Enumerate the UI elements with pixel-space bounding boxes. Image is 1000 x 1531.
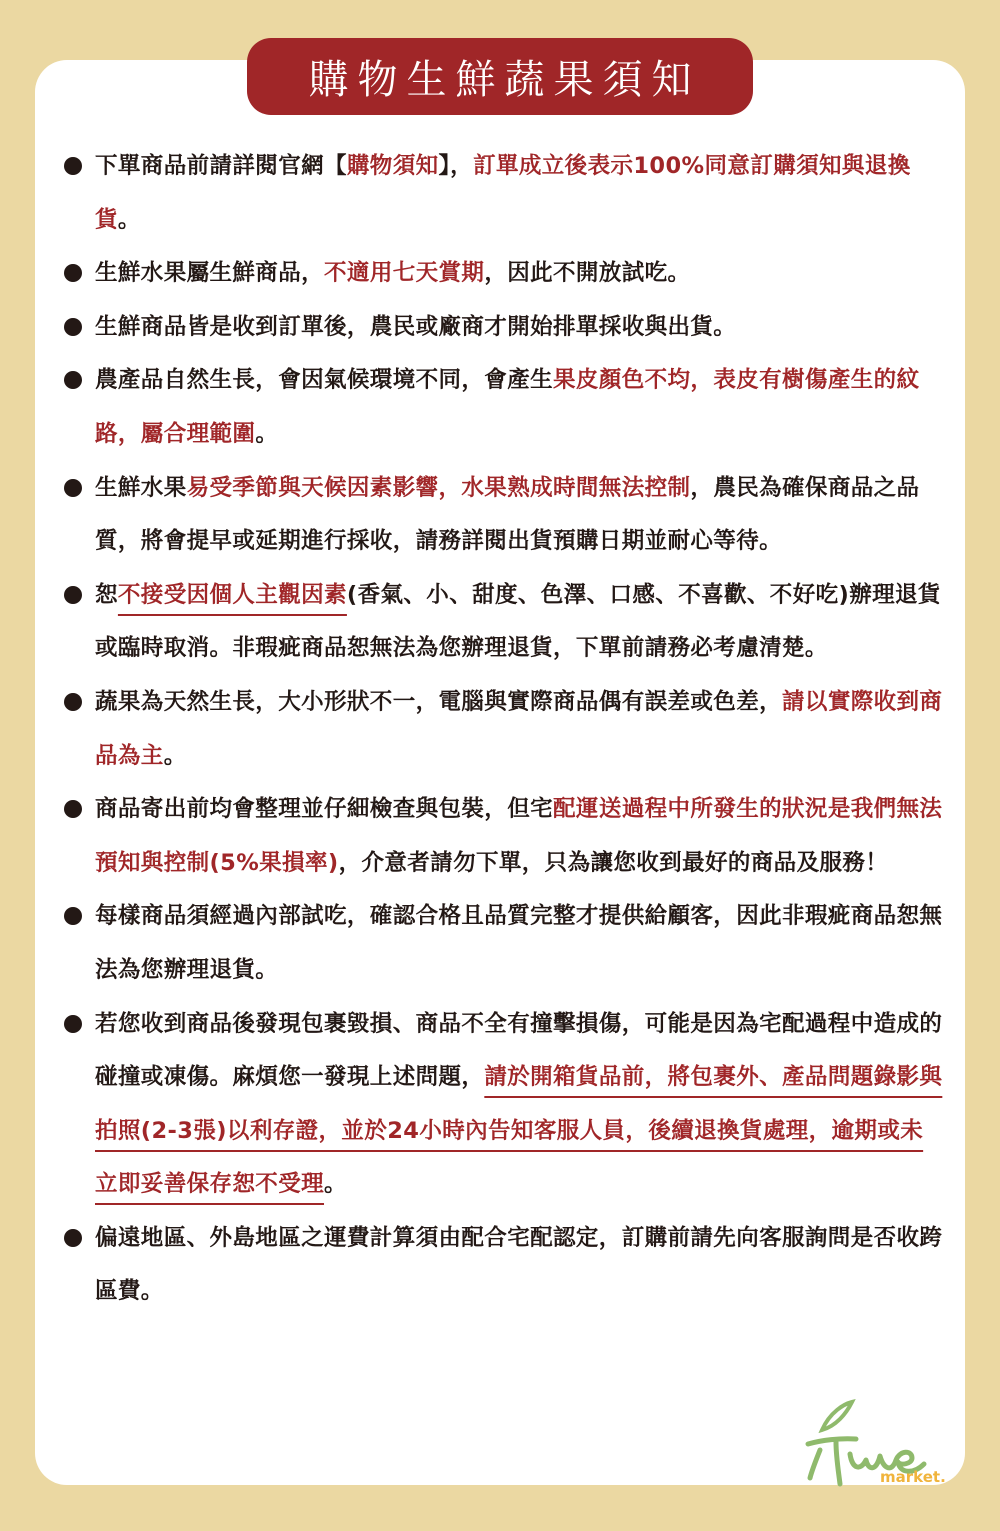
bullet-icon	[64, 318, 82, 336]
page-title: 購物生鮮蔬果須知	[247, 38, 753, 115]
list-item: 下單商品前請詳閱官網【購物須知】，訂單成立後表示100%同意訂購須知與退換貨。	[64, 140, 944, 247]
bullet-icon	[64, 800, 82, 818]
list-item: 偏遠地區、外島地區之運費計算須由配合宅配認定，訂購前請先向客服詢問是否收跨區費。	[64, 1212, 944, 1319]
bullet-icon	[64, 1015, 82, 1033]
list-item: 商品寄出前均會整理並仔細檢查與包裝，但宅配運送過程中所發生的狀況是我們無法預知與控制(5%果損率)，介意者請勿下單，只為讓您收到最好的商品及服務！	[64, 783, 944, 890]
list-item: 每樣商品須經過內部試吃，確認合格且品質完整才提供給顧客，因此非瑕疵商品恕無法為您辦理退貨。	[64, 890, 944, 997]
list-item: 生鮮水果易受季節與天候因素影響，水果熟成時間無法控制，農民為確保商品之品質，將會提早或延期進行採收，請務詳閱出貨預購日期並耐心等待。	[64, 462, 944, 569]
notice-list	[64, 140, 944, 1319]
bullet-icon	[64, 1229, 82, 1247]
list-item: 農產品自然生長，會因氣候環境不同，會產生果皮顏色不均，表皮有樹傷產生的紋路，屬合理範圍。	[64, 354, 944, 461]
list-item: 生鮮商品皆是收到訂單後，農民或廠商才開始排單採收與出貨。	[64, 301, 944, 355]
bullet-icon	[64, 264, 82, 282]
bullet-icon	[64, 907, 82, 925]
svg-text:market.: market.	[880, 1468, 946, 1486]
bullet-icon	[64, 371, 82, 389]
brand-logo	[800, 1398, 960, 1488]
list-item: 恕不接受因個人主觀因素(香氣、小、甜度、色澤、口感、不喜歡、不好吃)辦理退貨或臨時取消。非瑕疵商品恕無法為您辦理退貨，下單前請務必考慮清楚。	[64, 569, 944, 676]
list-item: 蔬果為天然生長，大小形狀不一，電腦與實際商品偶有誤差或色差，請以實際收到商品為主。	[64, 676, 944, 783]
bullet-icon	[64, 479, 82, 497]
bullet-icon	[64, 693, 82, 711]
list-item: 若您收到商品後發現包裹毀損、商品不全有撞擊損傷，可能是因為宅配過程中造成的碰撞或凍傷。麻煩您一發現上述問題，請於開箱貨品前，將包裹外、產品問題錄影與拍照(2-3張)以利存證，並於24小時內告知客服人員，後續退換貨處理，逾期或未立即妥善保存恕不受理。	[64, 998, 944, 1212]
leaf-logo-icon	[800, 1398, 960, 1488]
bullet-icon	[64, 586, 82, 604]
bullet-icon	[64, 157, 82, 175]
list-item: 生鮮水果屬生鮮商品，不適用七天賞期，因此不開放試吃。	[64, 247, 944, 301]
